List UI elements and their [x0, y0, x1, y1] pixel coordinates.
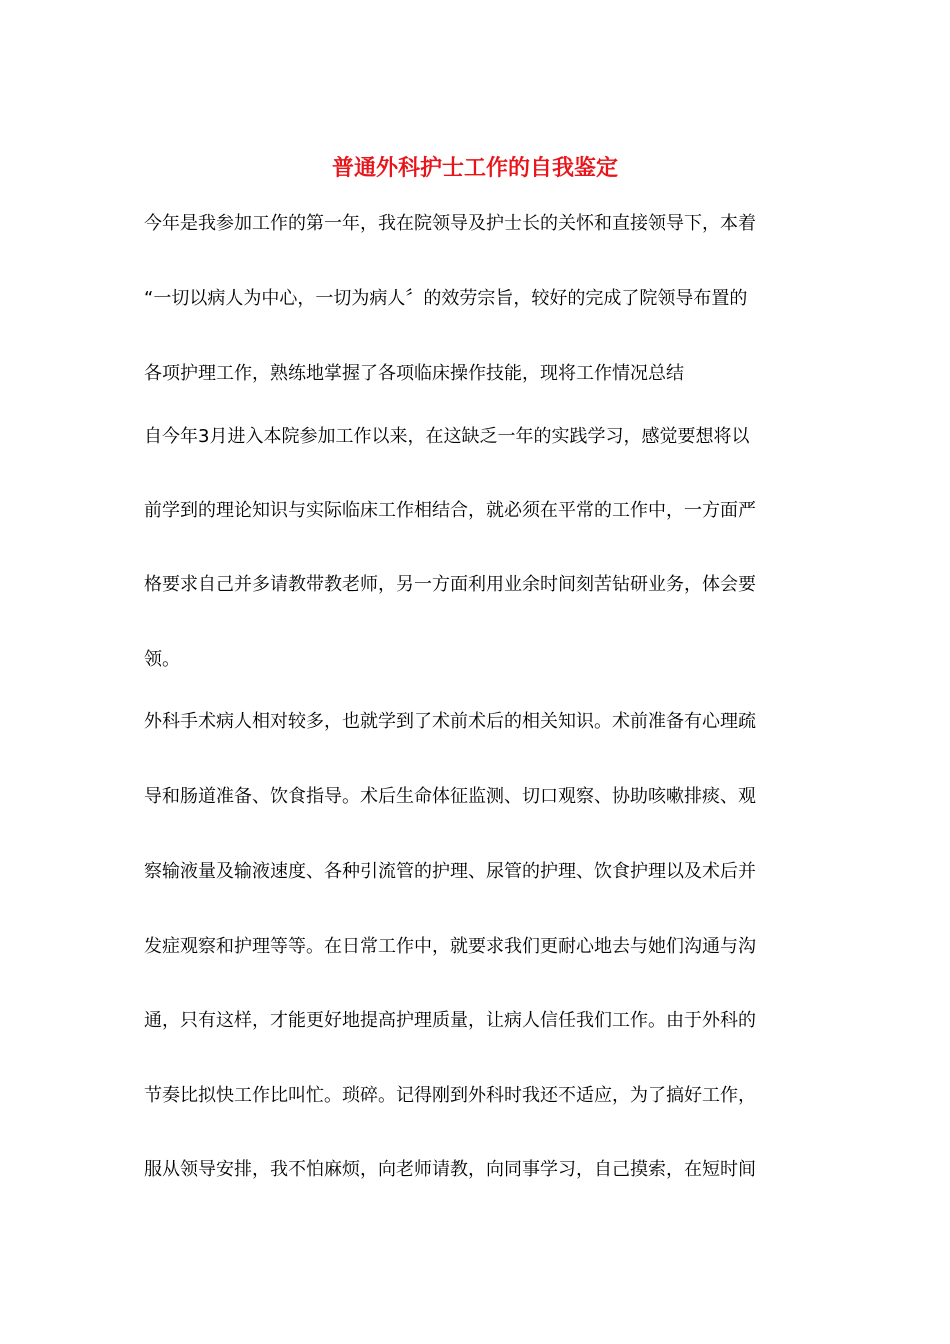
text-line: 察输液量及输液速度、各种引流管的护理、尿管的护理、饮食护理以及术后并: [144, 861, 756, 882]
text-line: 各项护理工作，熟练地掌握了各项临床操作技能，现将工作情况总结: [144, 363, 684, 384]
text-line: 外科手术病人相对较多，也就学到了术前术后的相关知识。术前准备有心理疏: [144, 711, 756, 732]
text-line: 自今年3月进入本院参加工作以来，在这缺乏一年的实践学习，感觉要想将以: [144, 426, 750, 447]
text-line: 发症观察和护理等等。在日常工作中，就要求我们更耐心地去与她们沟通与沟: [144, 936, 756, 957]
text-line: 节奏比拟快工作比叫忙。琐碎。记得刚到外科时我还不适应，为了搞好工作，: [144, 1085, 756, 1106]
text-line: 前学到的理论知识与实际临床工作相结合，就必须在平常的工作中，一方面严: [144, 500, 756, 521]
text-line: 服从领导安排，我不怕麻烦，向老师请教，向同事学习，自己摸索，在短时间: [144, 1159, 756, 1180]
text-line: 通，只有这样，才能更好地提高护理质量，让病人信任我们工作。由于外科的: [144, 1010, 756, 1031]
document-title: 普通外科护士工作的自我鉴定: [331, 155, 618, 181]
text-line: 今年是我参加工作的第一年，我在院领导及护士长的关怀和直接领导下，本着: [144, 213, 756, 234]
text-line: 格要求自己并多请教带教老师，另一方面利用业余时间刻苦钻研业务，体会要: [144, 574, 756, 595]
text-line: 领。: [144, 649, 180, 670]
text-line: “一切以病人为中心，一切为病人〞的效劳宗旨，较好的完成了院领导布置的: [144, 288, 748, 309]
text-line: 导和肠道准备、饮食指导。术后生命体征监测、切口观察、协助咳嗽排痰、观: [144, 786, 756, 807]
